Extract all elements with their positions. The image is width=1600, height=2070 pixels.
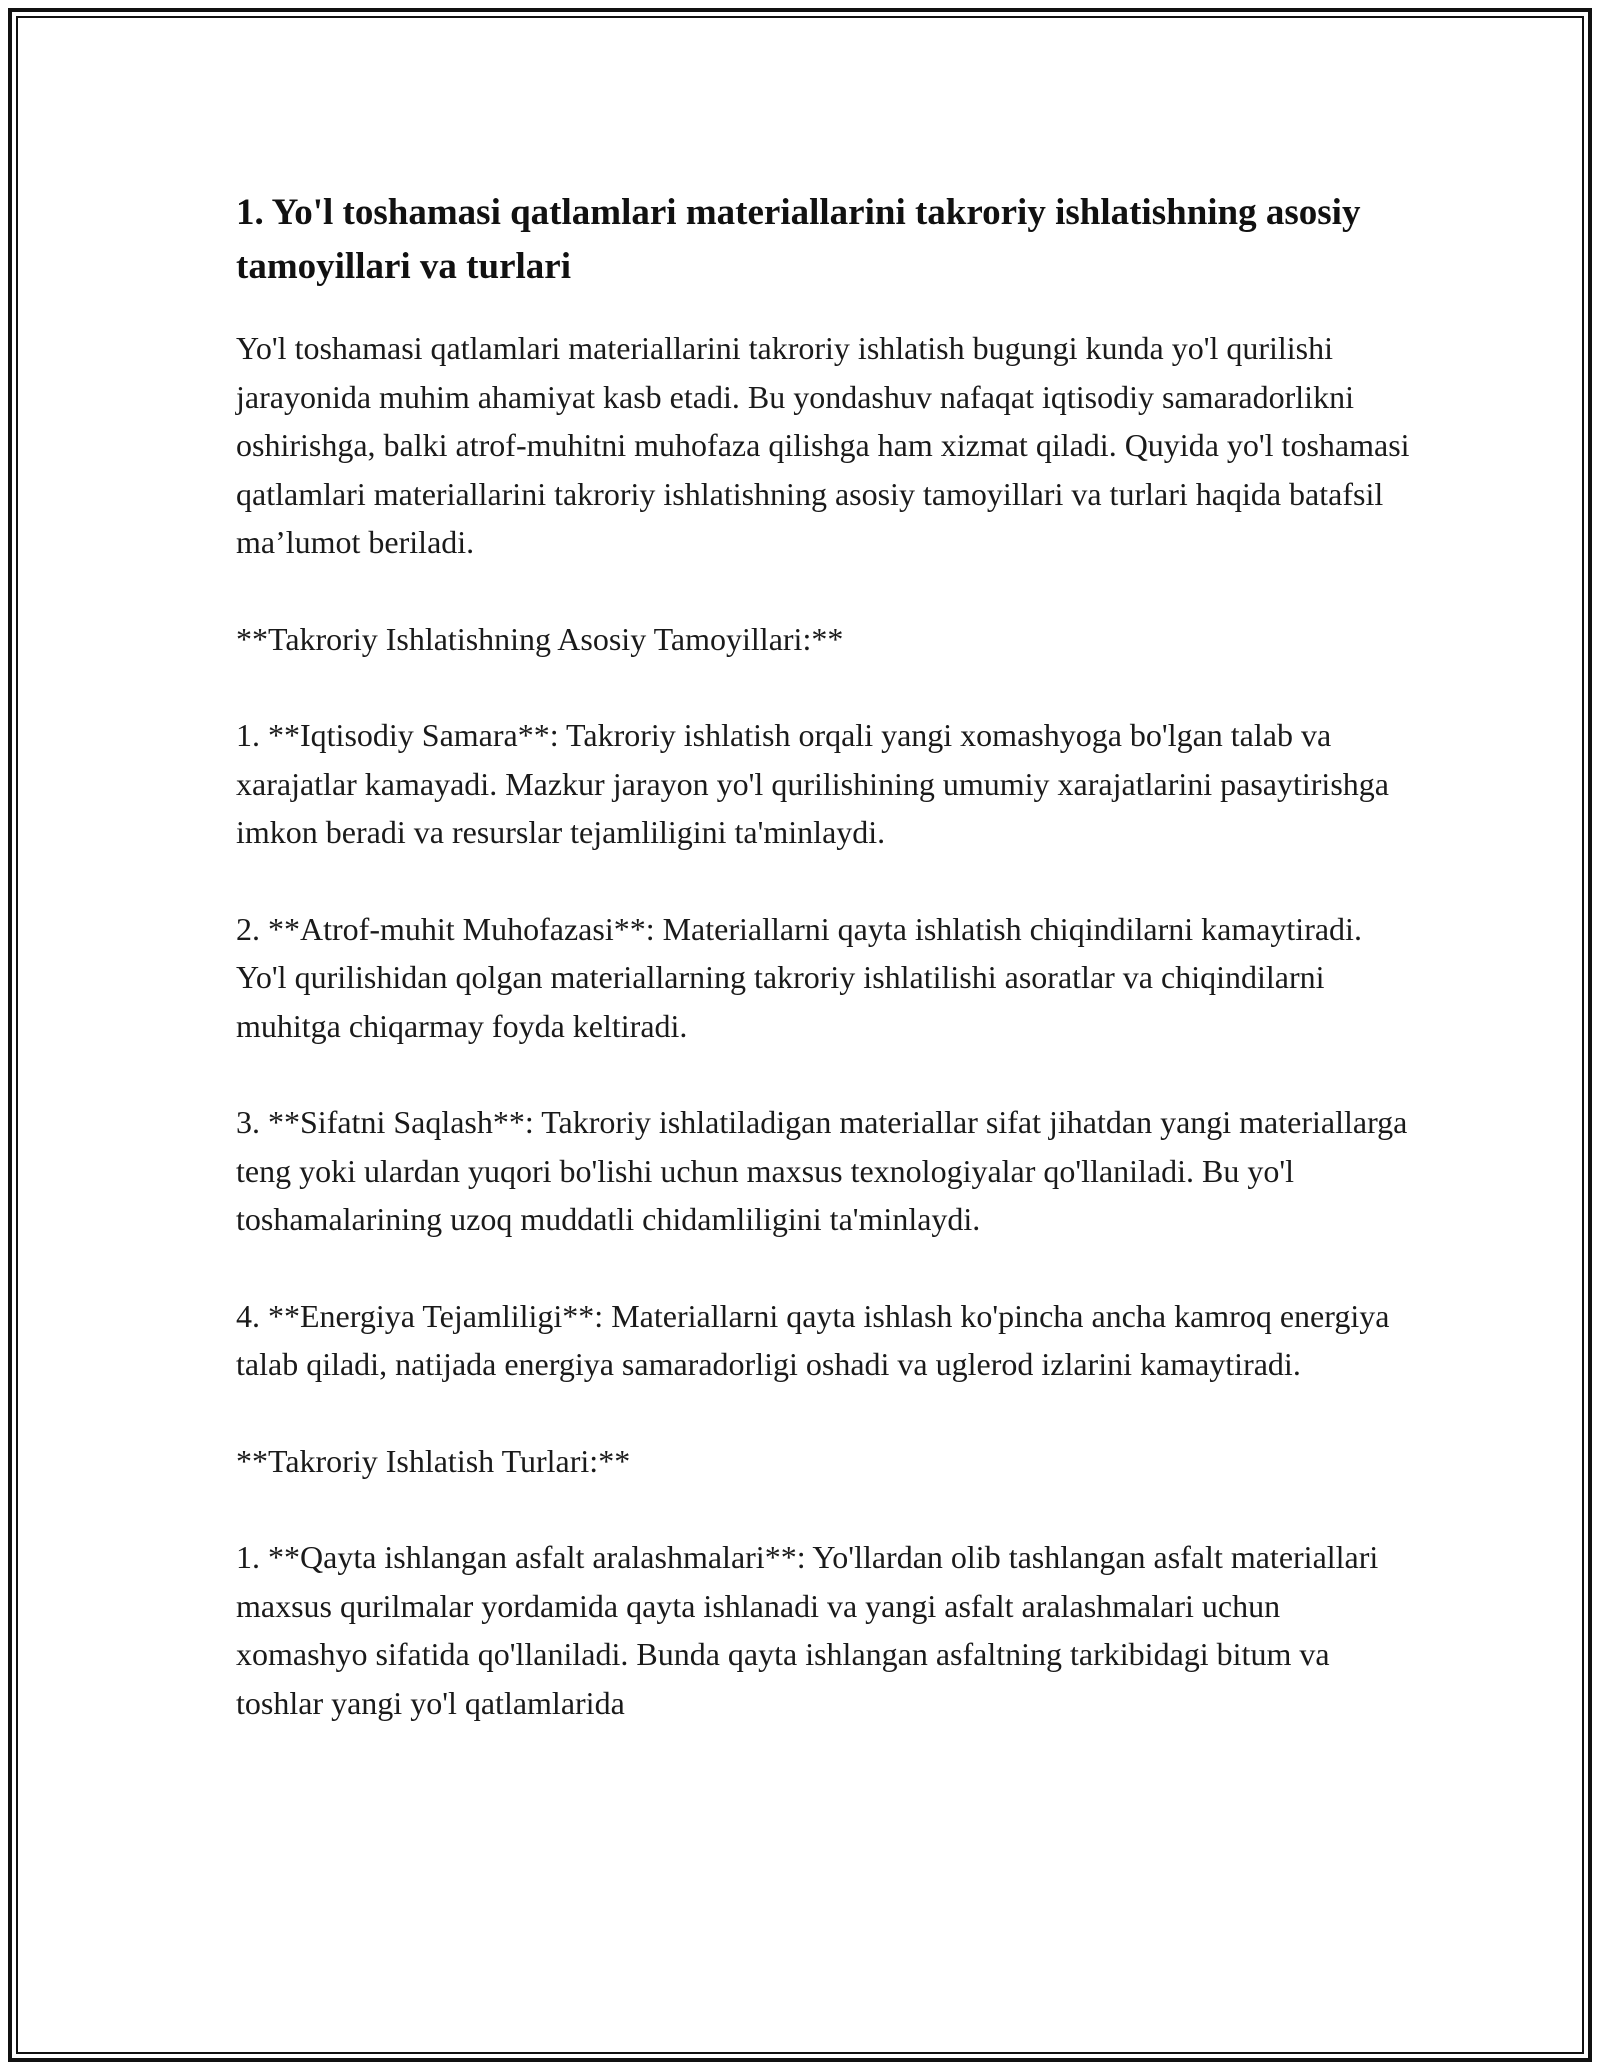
principle-item-economic: 1. **Iqtisodiy Samara**: Takroriy ishlatish orqali yangi xomashyoga bo'lgan talab va xarajatlar kamayadi. Mazkur jarayon yo'l qurilishining umumiy xarajatlarini pasaytirishga imkon beradi va resurslar tejamliligini ta'minlaydi.	[236, 717, 1389, 850]
principle-item-energy: 4. **Energiya Tejamliligi**: Materiallarni qayta ishlash ko'pincha ancha kamroq energiya talab qiladi, natijada energiya samaradorligi oshadi va uglerod izlarini kamaytiradi.	[236, 1297, 1390, 1382]
intro-paragraph: Yo'l toshamasi qatlamlari materiallarini takroriy ishlatish bugungi kunda yo'l qurilishi jarayonida muhim ahamiyat kasb etadi. Bu yondashuv nafaqat iqtisodiy samaradorlikni oshirishga, balki atrof-muhitni muhofaza qilishga ham xizmat qiladi. Quyida yo'l toshamasi qatlamlari materiallarini takroriy ishlatishning asosiy tamoyillari va turlari haqida batafsil ma’lumot beriladi.	[236, 330, 1410, 560]
section-heading: 1. Yo'l toshamasi qatlamlari materiallarini takroriy ishlatishning asosiy tamoyillari va turlari	[236, 192, 1361, 287]
types-subheading: **Takroriy Ishlatish Turlari:**	[236, 1442, 631, 1479]
principle-item-environment: 2. **Atrof-muhit Muhofazasi**: Materiallarni qayta ishlatish chiqindilarni kamaytiradi. Yo'l qurilishidan qolgan materiallarning takroriy ishlatilishi asoratlar va chiqindilarni muhitga chiqarmay foyda keltiradi.	[236, 910, 1362, 1044]
document-body	[236, 186, 1416, 1727]
principle-item-quality: 3. **Sifatni Saqlash**: Takroriy ishlatiladigan materiallar sifat jihatdan yangi materiallarga teng yoki ulardan yuqori bo'lishi uchun maxsus texnologiyalar qo'llaniladi. Bu yo'l toshamalarining uzoq muddatli chidamliligini ta'minlaydi.	[236, 1104, 1408, 1237]
principles-subheading: **Takroriy Ishlatishning Asosiy Tamoyillari:**	[236, 620, 844, 657]
type-item-asphalt: 1. **Qayta ishlangan asfalt aralashmalari**: Yo'llardan olib tashlangan asfalt materiallari maxsus qurilmalar yordamida qayta ishlanadi va yangi asfalt aralashmalari uchun xomashyo sifatida qo'llaniladi. Bunda qayta ishlangan asfaltning tarkibidagi bitum va toshlar yangi yo'l qatlamlarida	[236, 1539, 1379, 1721]
